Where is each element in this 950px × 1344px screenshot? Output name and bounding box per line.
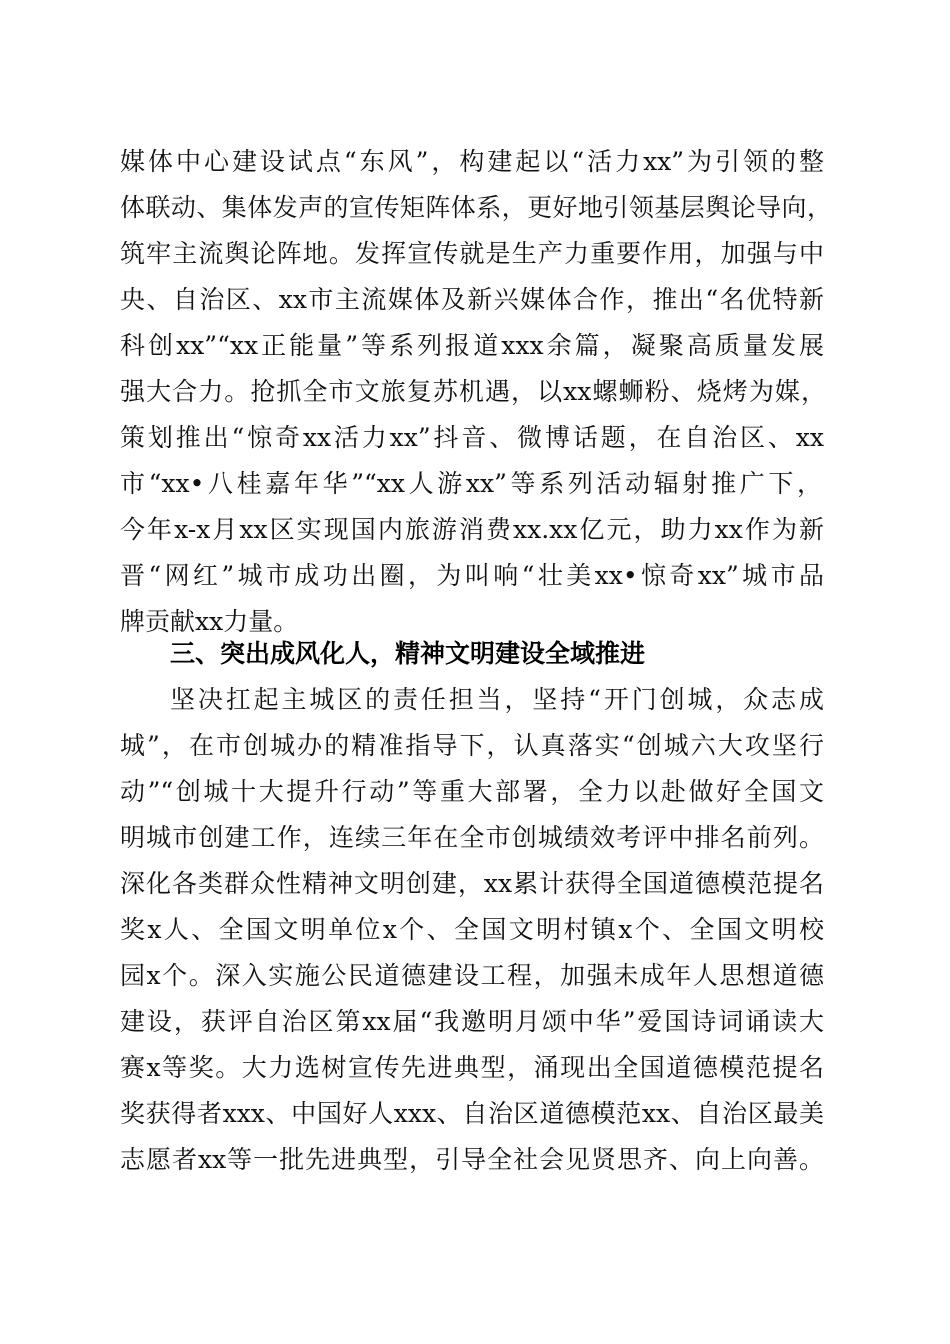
paragraph-2-line-10: 奖获得者xxx、中国好人xxx、自治区道德模范xx、自治区最美 (120, 1099, 824, 1128)
paragraph-2-line-2: 城”，在市创城办的精准指导下，认真落实“创城六大攻坚行 (120, 731, 824, 760)
paragraph-2-line-5: 深化各类群众性精神文明创建，xx累计获得全国道德模范提名 (120, 869, 824, 898)
paragraph-1-line-5: 科创xx”“xx正能量”等系列报道xxx余篇，凝聚高质量发展 (120, 331, 824, 360)
paragraph-2-line-8: 建设，获评自治区第xx届“我邀明月颂中华”爱国诗词诵读大 (120, 1007, 824, 1036)
paragraph-2-line-11: 志愿者xx等一批先进典型，引导全社会见贤思齐、向上向善。 (120, 1145, 824, 1174)
paragraph-1-line-9: 今年x-x月xx区实现国内旅游消费xx.xx亿元，助力xx作为新 (120, 515, 824, 544)
paragraph-2-line-9: 赛x等奖。大力选树宣传先进典型，涌现出全国道德模范提名 (120, 1053, 824, 1082)
paragraph-1-line-2: 体联动、集体发声的宣传矩阵体系，更好地引领基层舆论导向， (120, 193, 832, 222)
paragraph-2-line-7: 园x个。深入实施公民道德建设工程，加强未成年人思想道德 (120, 961, 824, 990)
paragraph-2-line-4: 明城市创建工作，连续三年在全市创城绩效考评中排名前列。 (120, 823, 824, 852)
paragraph-1-line-1: 媒体中心建设试点“东风”，构建起以“活力xx”为引领的整 (120, 147, 824, 176)
section-heading: 三、突出成风化人，精神文明建设全域推进 (170, 639, 646, 668)
paragraph-1-line-6: 强大合力。抢抓全市文旅复苏机遇，以xx螺蛳粉、烧烤为媒， (120, 377, 826, 406)
paragraph-2-line-3: 动”“创城十大提升行动”等重大部署，全力以赴做好全国文 (120, 777, 824, 806)
paragraph-1-line-8: 市“xx•八桂嘉年华”“xx人游xx”等系列活动辐射推广下， (120, 469, 822, 498)
paragraph-1-line-11: 牌贡献xx力量。 (120, 607, 299, 636)
paragraph-1-line-4: 央、自治区、xx市主流媒体及新兴媒体合作，推出“名优特新 (120, 285, 824, 314)
paragraph-1-line-10: 晋“网红”城市成功出圈，为叫响“壮美xx•惊奇xx”城市品 (120, 561, 824, 590)
paragraph-1-line-3: 筑牢主流舆论阵地。发挥宣传就是生产力重要作用，加强与中 (120, 239, 824, 268)
paragraph-2-line-6: 奖x人、全国文明单位x个、全国文明村镇x个、全国文明校 (120, 915, 824, 944)
paragraph-2-line-1: 坚决扛起主城区的责任担当，坚持“开门创城，众志成 (170, 685, 824, 714)
paragraph-1-line-7: 策划推出“惊奇xx活力xx”抖音、微博话题，在自治区、xx (120, 423, 824, 452)
